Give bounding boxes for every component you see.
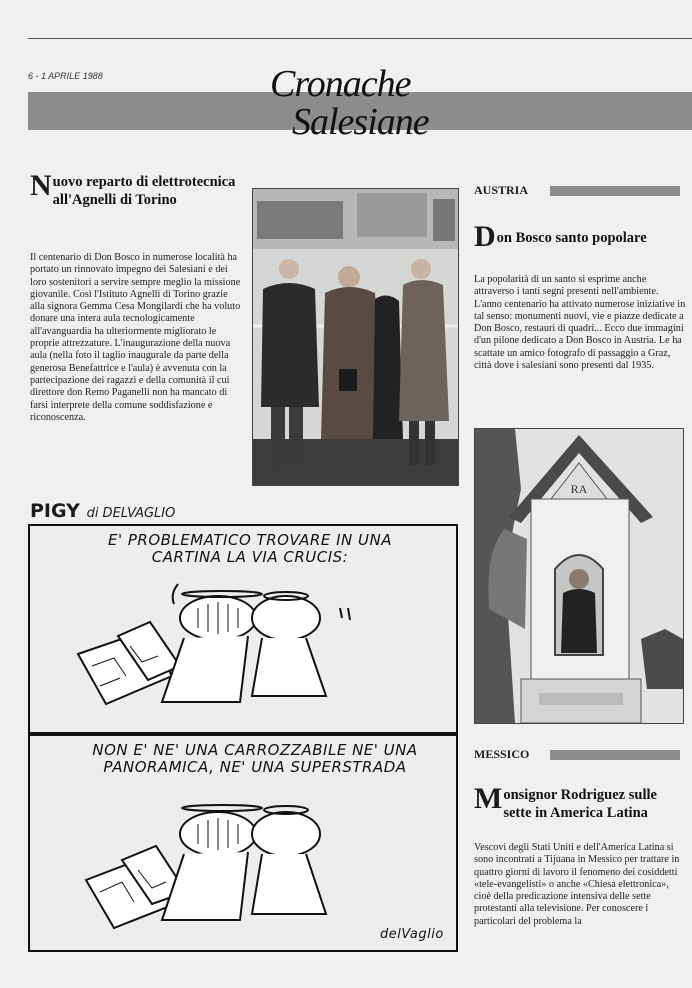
comic-panel-2	[28, 734, 458, 952]
shrine-photo	[474, 428, 684, 724]
masthead-logo	[270, 62, 440, 154]
inauguration-photo	[252, 188, 459, 486]
messico-dropcap: M	[474, 782, 503, 815]
comic-panel-1-caption: E' PROBLEMATICO TROVARE IN UNA CARTINA LA VIA CRUCIS:	[108, 531, 392, 566]
comic-panel-2-caption: NON E' NE' UNA CARROZZABILE NE' UNA PANORAMICA, NE' UNA SUPERSTRADA	[92, 741, 418, 776]
masthead-line1: Cronache	[270, 63, 411, 105]
top-rule	[28, 38, 692, 39]
austria-body: La popolarità di un santo si esprime anche attraverso i tanti segni presenti nell'ambiente. L'anno centenario ha attivato numerose iniziative in tal senso: monumenti nuovi, vie e piazze dedicate a Don Bosco, restauri di quadri... Ecco due immagini d'un pilone dedicato a Don Bosco in Austria. Le ha scattate un amico fotografo di passaggio a Graz, città dove i salesiani sono presenti dal 1935.	[474, 274, 686, 372]
section-label-messico: MESSICO	[474, 747, 530, 761]
article-left-title	[30, 169, 240, 209]
messico-headline: onsignor Rodriguez sulle sette in America Latina	[503, 787, 657, 821]
svg-text:RA: RA	[570, 482, 588, 496]
section-bar-messico	[550, 750, 680, 760]
messico-body: Vescovi degli Stati Uniti e dell'America Latina si sono incontrati a Tijuana in Messico per trattare in quattro giorni di lavoro il fenomeno dei cosiddetti «tele-evangelisti» o anche «Chiesa elettronica», cioè della predicazione intensiva delle sette protestanti alla televisione. Per conoscere i particolari del problema la	[474, 842, 680, 927]
messico-title	[474, 782, 686, 822]
comic-title	[30, 500, 175, 522]
austria-headline: on Bosco santo popolare	[496, 230, 647, 246]
austria-dropcap: D	[474, 220, 496, 253]
austria-title	[474, 220, 684, 253]
comic-title-author: di DELVAGLIO	[86, 506, 176, 521]
comic-title-main: PIGY	[30, 500, 80, 522]
page-reference: 6 - 1 APRILE 1988	[28, 71, 103, 81]
dropcap: N	[30, 169, 52, 202]
masthead-line2: Salesiane	[292, 101, 429, 143]
section-label-austria: AUSTRIA	[474, 183, 529, 197]
comic-panel-1	[28, 524, 458, 734]
article-left-body: Il centenario di Don Bosco in numerose località ha portato un rinnovato impegno dei Salesiani e dei loro sostenitori a servire sempre meglio la missione giovanile. Così l'Istituto Agnelli di Torino grazie alla signora Gemma Cesa Mongilardi che ha voluto donare una intera aula tecnologicamente all'avanguardia ha ulteriormente migliorato le proprie attrezzature. L'inaugurazione della nuova aula (nella foto il taglio inaugurale da parte della generosa Benefattrice e l'aula) è avvenuta con la partecipazione dei ragazzi e della comunità il cui direttore don Remo Paganelli non ha mancato di farsi interprete della comune soddisfazione e riconoscenza.	[30, 252, 241, 423]
section-bar-austria	[550, 186, 680, 196]
comic-signature: delVaglio	[380, 927, 444, 942]
headline: uovo reparto di elettrotecnica all'Agnelli di Torino	[52, 174, 236, 208]
